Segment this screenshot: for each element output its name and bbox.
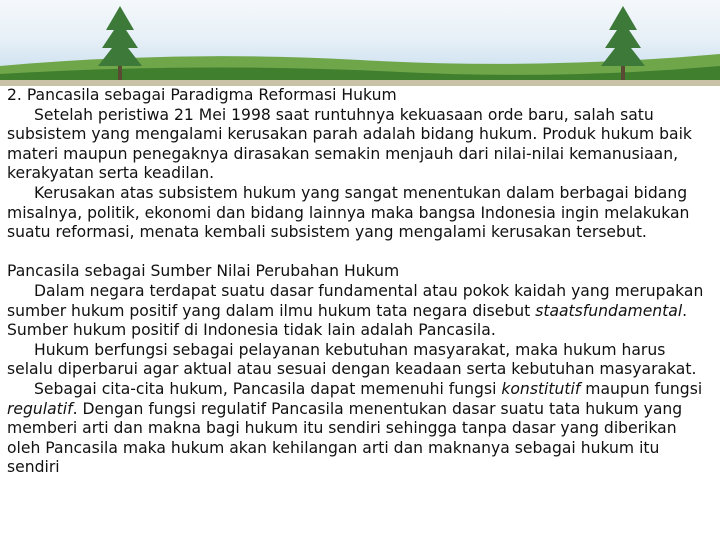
document-body — [7, 86, 713, 510]
text-run: Sebagai cita-cita hukum, Pancasila dapat memenuhi fungsi — [34, 379, 502, 398]
text-run: . Dengan fungsi regulatif Pancasila menentukan dasar suatu tata hukum yang memberi arti dan makna bagi hukum itu sendiri sehingga tanpa dasar yang diberikan oleh Pancasila maka hukum akan kehilangan arti dan maknanya sebagai hukum itu sendiri — [7, 399, 683, 477]
paragraph — [7, 282, 713, 341]
paragraph — [7, 380, 713, 478]
landscape-illustration — [0, 0, 720, 86]
text-run: maupun fungsi — [580, 379, 703, 398]
paragraph: Hukum berfungsi sebagai pelayanan kebutuhan masyarakat, maka hukum harus selalu diperbarui agar aktual atau sesuai dengan keadaan serta kebutuhan masyarakat. — [7, 340, 697, 379]
paragraph: Setelah peristiwa 21 Mei 1998 saat runtuhnya kekuasaan orde baru, salah satu subsistem yang mengalami kerusakan parah adalah bidang hukum. Produk hukum baik materi maupun penegaknya dirasakan semakin menjauh dari nilai-nilai kemanusiaan, kerakyatan serta keadilan. — [7, 105, 692, 183]
paragraph: Kerusakan atas subsistem hukum yang sangat menentukan dalam berbagai bidang misalnya, politik, ekonomi dan bidang lainnya maka bangsa Indonesia ingin melakukan suatu reformasi, menata kembali subsistem yang mengalami kerusakan tersebut. — [7, 183, 690, 242]
italic-term: konstitutif — [501, 379, 581, 398]
section-heading: Pancasila sebagai Sumber Nilai Perubahan Hukum — [7, 262, 400, 281]
spacer — [7, 243, 713, 263]
section-heading: 2. Pancasila sebagai Paradigma Reformasi Hukum — [7, 86, 397, 104]
header-banner — [0, 0, 720, 86]
text-run: . Sumber hukum positif di Indonesia tidak lain adalah Pancasila. — [7, 301, 688, 340]
text-run: Dalam negara terdapat suatu dasar fundamental atau pokok kaidah yang merupakan sumber hukum positif yang dalam ilmu hukum tata negara disebut — [7, 281, 704, 320]
italic-term: staatsfundamental — [535, 301, 683, 320]
italic-term: regulatif — [7, 399, 73, 418]
